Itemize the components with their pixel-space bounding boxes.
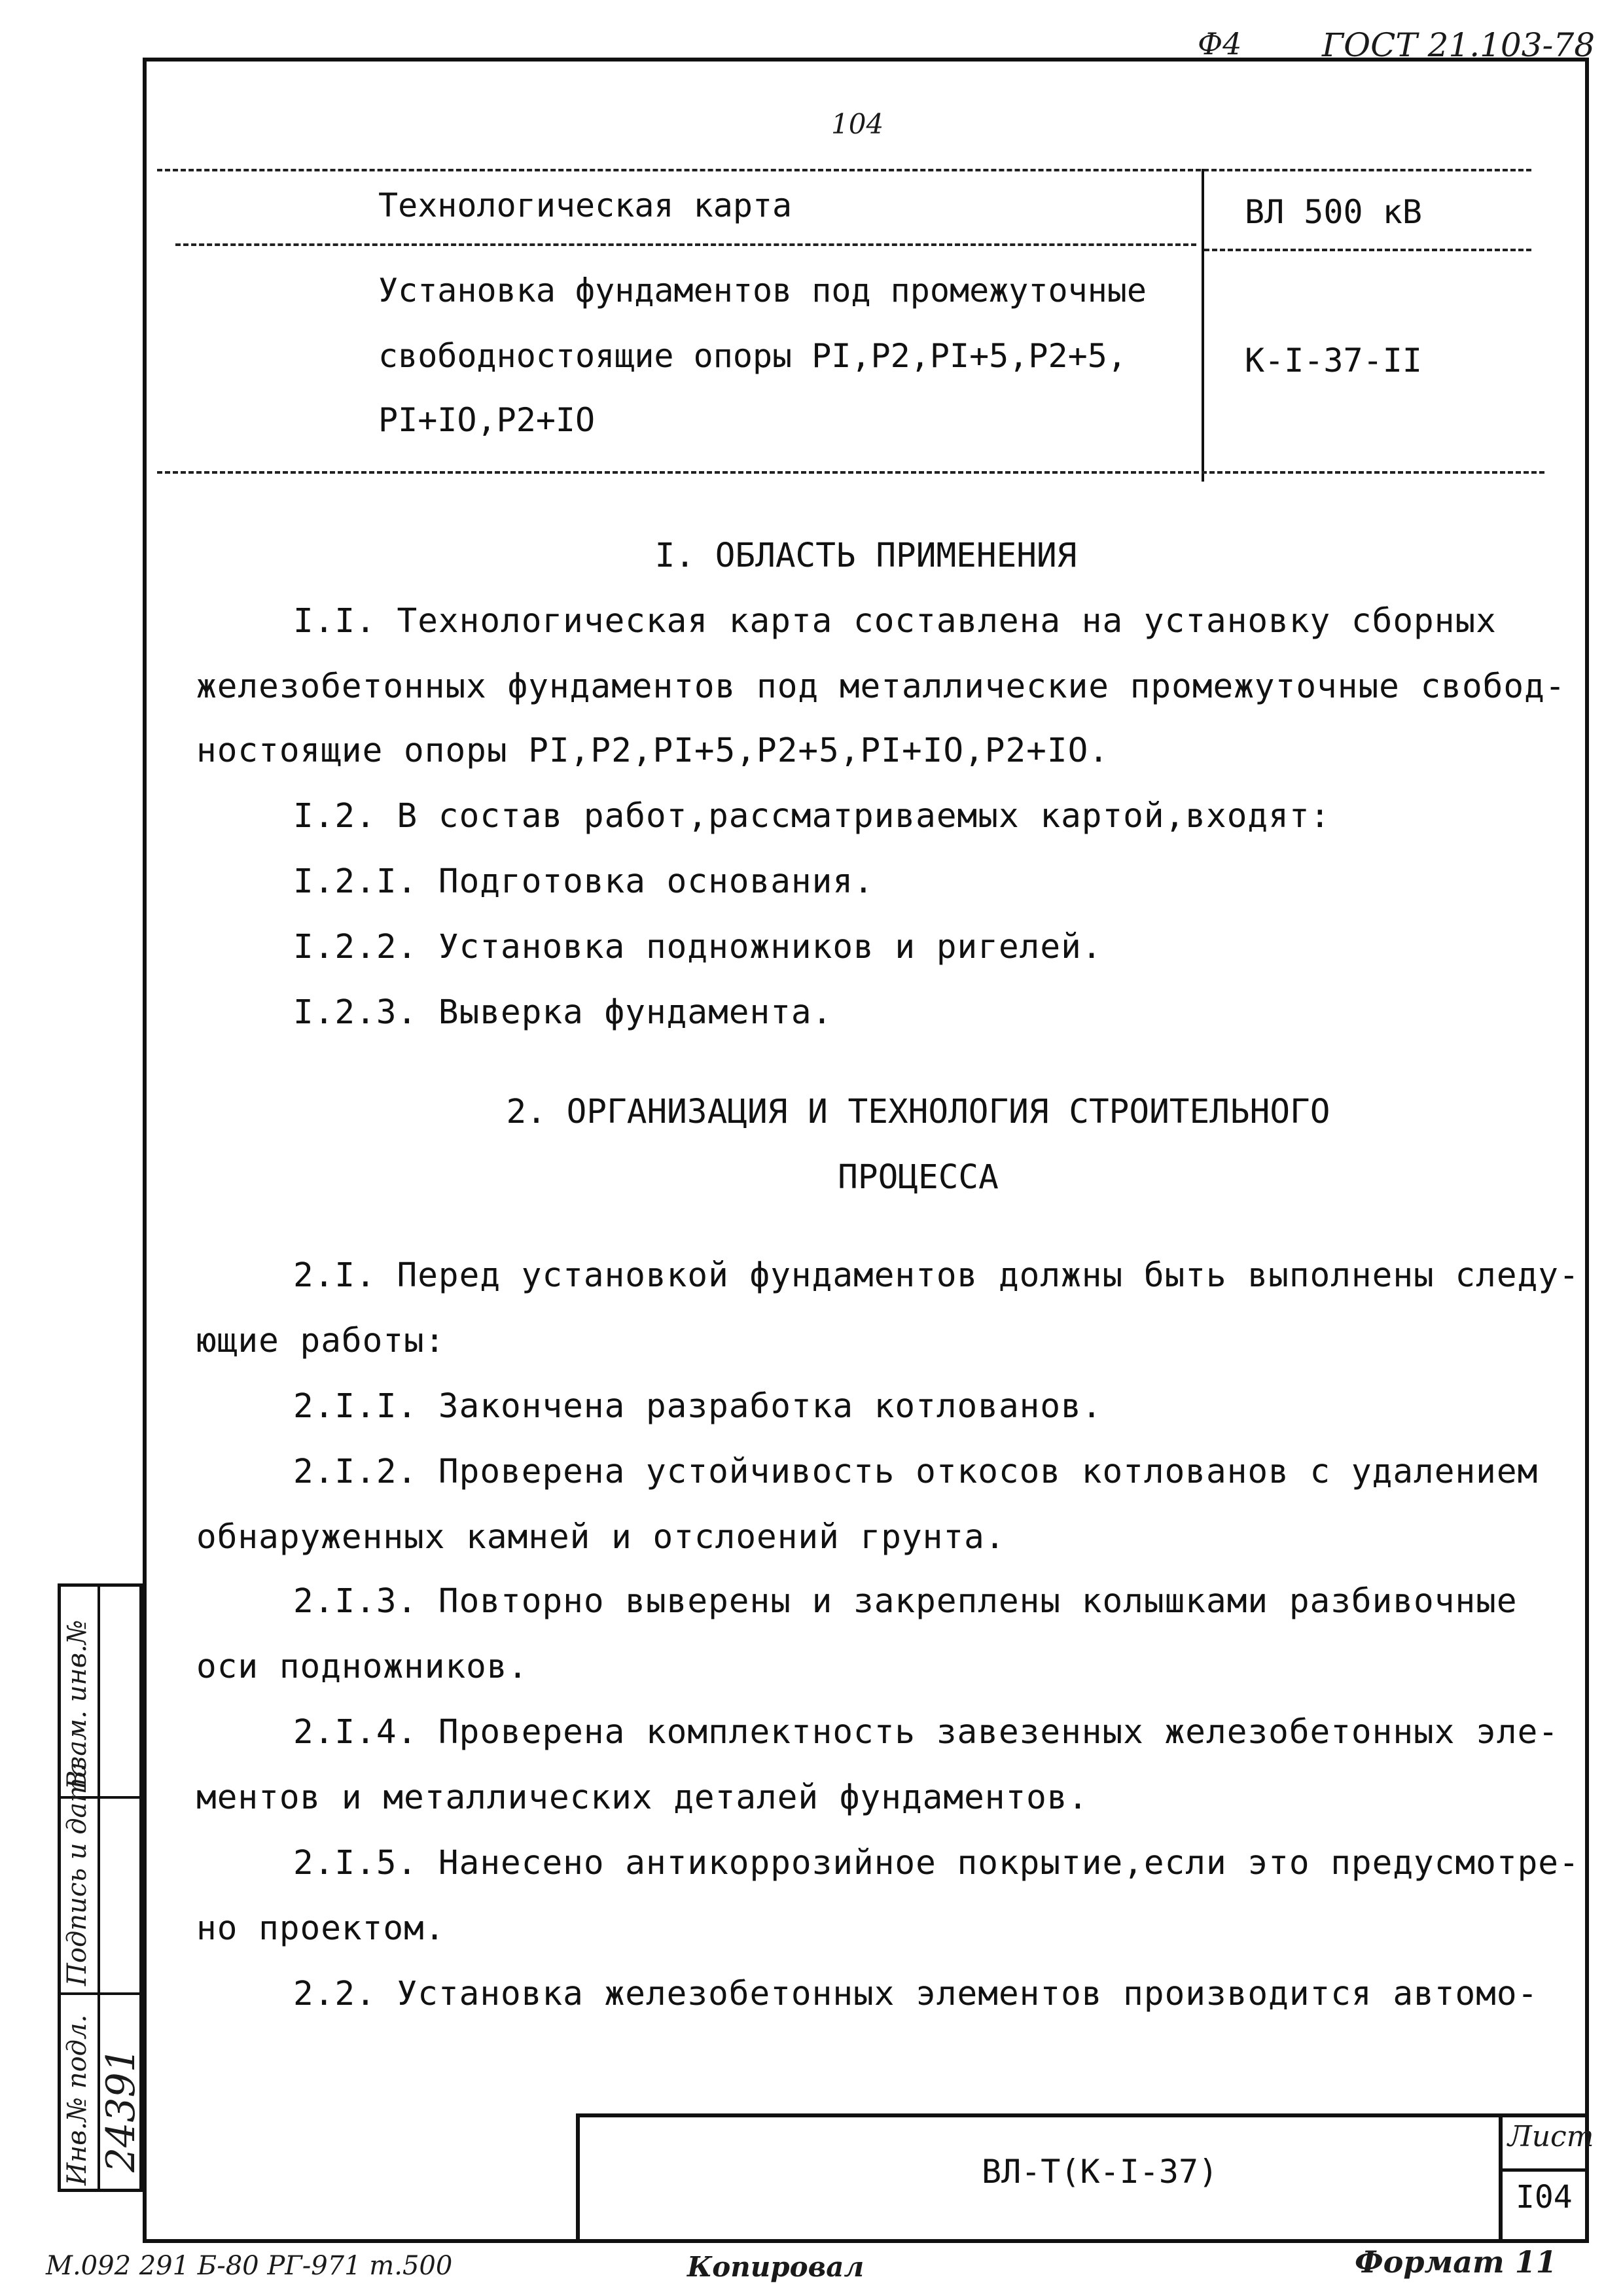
header-top-rule	[157, 169, 1531, 171]
s2-line-4: 2.I.2. Проверена устойчивость откосов котлованов с удалением	[293, 1453, 1539, 1491]
s2-line-10: 2.I.5. Нанесено антикоррозийное покрытие,если это предусмотре-	[293, 1844, 1580, 1882]
copied-by: Копировал	[687, 2251, 865, 2283]
line-voltage: ВЛ 500 кВ	[1245, 193, 1422, 231]
form-mark: Ф4	[1198, 26, 1242, 62]
sidebar-inv-number: 24391	[98, 2047, 144, 2172]
s2-line-3: 2.I.I. Закончена разработка котлованов.	[293, 1387, 1103, 1426]
sidebar-inv-podl: Инв.№ подл.	[62, 2014, 92, 2185]
s2-line-5: обнаруженных камней и отслоений грунта.	[196, 1518, 1006, 1557]
s1-line-6: I.2.2. Установка подножников и ригелей.	[293, 928, 1103, 966]
s2-line-12: 2.2. Установка железобетонных элементов производится автомо-	[293, 1975, 1539, 2013]
title-line-2: свободностоящие опоры PI,P2,PI+5,P2+5,	[378, 337, 1127, 375]
s1-line-1: I.I. Технологическая карта составлена на установку сборных	[293, 602, 1497, 641]
title-block-code: ВЛ-Т(К-I-37)	[982, 2153, 1219, 2191]
bottom-left-note: М.092 291 Б-80 РГ-971 т.500	[46, 2251, 453, 2281]
section2-heading-2: ПРОЦЕССА	[838, 1158, 999, 1197]
sidebar-replace-inv: Взам. инв.№	[62, 1619, 92, 1790]
page-mark: 104	[831, 108, 884, 140]
s1-line-3: ностоящие опоры PI,P2,PI+5,P2+5,PI+IO,P2+IO.	[196, 732, 1110, 770]
section1-heading: I. ОБЛАСТЬ ПРИМЕНЕНИЯ	[654, 537, 1077, 575]
s2-line-6: 2.I.3. Повторно выверены и закреплены колышками разбивочные	[293, 1582, 1518, 1621]
s1-line-4: I.2. В состав работ,рассматриваемых картой,входят:	[293, 797, 1331, 836]
doc-type: Технологическая карта	[378, 186, 793, 224]
header-bottom-rule	[157, 471, 1544, 474]
doc-code: К-I-37-II	[1245, 342, 1422, 380]
title-line-3: PI+IO,P2+IO	[378, 401, 596, 439]
header-mid-rule-left	[175, 243, 1196, 246]
header-divider	[1202, 169, 1204, 482]
s2-line-8: 2.I.4. Проверена комплектность завезенных железобетонных эле-	[293, 1713, 1559, 1752]
sidebar-signature-date: Подпись и дата	[62, 1761, 92, 1986]
section2-heading-1: 2. ОРГАНИЗАЦИЯ И ТЕХНОЛОГИЯ СТРОИТЕЛЬНОГО	[506, 1093, 1330, 1131]
sheet-number: I04	[1516, 2179, 1573, 2216]
s1-line-7: I.2.3. Выверка фундамента.	[293, 993, 833, 1032]
header-mid-rule-right	[1204, 249, 1531, 251]
s2-line-11: но проектом.	[196, 1909, 446, 1948]
sheet-label: Лист	[1508, 2120, 1594, 2153]
s2-line-1: 2.I. Перед установкой фундаментов должны быть выполнены следу-	[293, 1256, 1580, 1295]
s2-line-7: оси подножников.	[196, 1648, 529, 1686]
s1-line-5: I.2.I. Подготовка основания.	[293, 862, 874, 901]
s1-line-2: железобетонных фундаментов под металлические промежуточные свобод-	[196, 667, 1566, 706]
title-line-1: Установка фундаментов под промежуточные	[378, 272, 1147, 309]
format-label: Формат 11	[1355, 2244, 1557, 2280]
s2-line-2: ющие работы:	[196, 1322, 446, 1360]
s2-line-9: ментов и металлических деталей фундаментов.	[196, 1778, 1089, 1817]
standard-mark: ГОСТ 21.103-78	[1322, 26, 1596, 64]
